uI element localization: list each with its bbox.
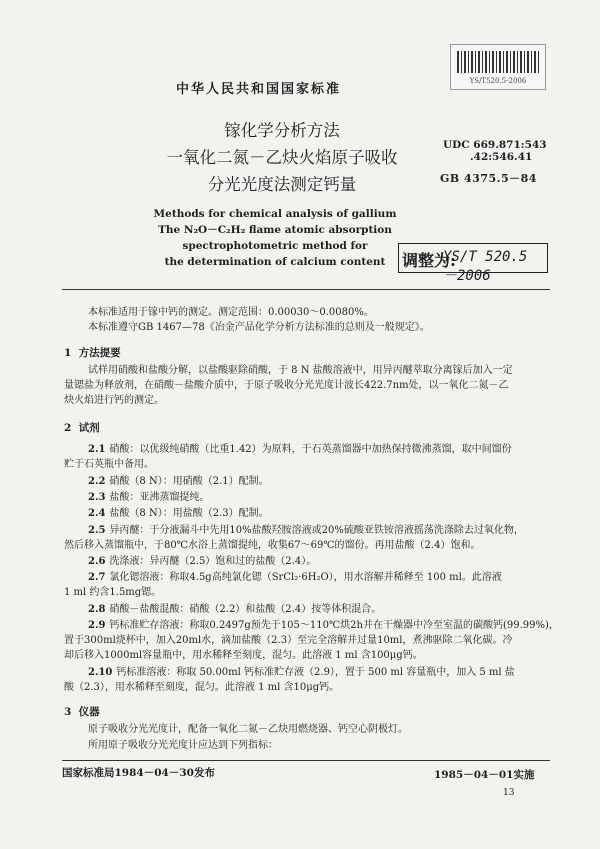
top-divider: [62, 289, 550, 290]
instrument-line-2: 所用原子吸收分光光度计应达到下列指标：: [88, 740, 278, 751]
section-3-title: 仪器: [78, 706, 100, 718]
reagent-2-1-line-1: [88, 443, 512, 456]
reagent-2-3: [88, 491, 209, 504]
title-en-line-4: the determination of calcium content: [164, 256, 386, 268]
method-line-3: 炔火焰进行钙的测定。: [64, 395, 164, 406]
reagent-2-9-line-2: 置于300ml烧杯中，加入20ml水，滴加盐酸（2.3）至完全溶解并过量10ml，煮沸驱除二氧化碳。冷: [64, 635, 513, 646]
reagent-text: 盐酸（8 N）：用盐酸（2.3）配制。: [109, 508, 269, 519]
section-1-number: 1: [64, 347, 72, 359]
national-standard-header: 中华人民共和国国家标准: [176, 82, 342, 97]
title-en-line-3: spectrophotometric method for: [182, 240, 368, 252]
reagent-2-2: [88, 475, 269, 488]
reagent-2-7-line-1: [88, 571, 502, 584]
adjustment-handwritten: YS/T 520.5 －2006: [443, 249, 528, 284]
gb-number: GB 4375.5－84: [440, 172, 537, 185]
reagent-text: 盐酸：亚沸蒸馏提纯。: [109, 492, 210, 503]
method-line-2: 量锶盐为释放剂，在硝酸－盐酸介质中，于原子吸收分光光度计波长422.7nm处，以一氧化二氮－乙: [64, 380, 509, 391]
reagent-num: 2.5: [88, 525, 106, 536]
title-en-line-1: Methods for chemical analysis of gallium: [153, 208, 397, 220]
section-1-title: 方法提要: [78, 347, 121, 359]
reagent-text: 异丙醚：于分液漏斗中先用10%盐酸羟胺溶液或20%硫酸亚铁铵溶液摇荡洗涤除去过氧化物，: [109, 525, 524, 536]
reagent-num: 2.1: [88, 444, 106, 455]
reagent-2-5-line-2: 然后移入蒸馏瓶中，于80℃水浴上蒸馏提纯，收集67～69℃的馏份。再用盐酸（2.4）饱和。: [64, 540, 481, 551]
adjustment-prefix: 调整为:: [402, 251, 456, 270]
page-number: 13: [503, 788, 515, 798]
section-3-number: 3: [64, 706, 72, 718]
section-2-number: 2: [64, 422, 72, 434]
reagent-text: 硝酸：以优级纯硝酸（比重1.42）为原料，于石英蒸馏器中加热保持微沸蒸馏，取中间馏份: [109, 444, 512, 455]
section-2-heading: [64, 420, 100, 435]
reagent-text: 硝酸－盐酸混酸：硝酸（2.2）和盐酸（2.4）按等体积混合。: [109, 604, 382, 615]
title-cn-line-1: 镓化学分析方法: [224, 121, 340, 140]
method-line-1: 试样用硝酸和盐酸分解，以盐酸驱除硝酸，于 8 N 盐酸溶液中，用异丙醚萃取分离镓后加入一定: [88, 365, 513, 376]
udc-line-1: UDC 669.871:543: [443, 139, 547, 151]
reagent-2-5-line-1: [88, 524, 524, 537]
reagent-text: 硝酸（8 N）：用硝酸（2.1）配制。: [109, 476, 269, 487]
section-1-heading: [64, 345, 121, 360]
reagent-text: 氯化锶溶液：称取4.5g高纯氯化锶（SrCl₂·6H₂O），用水溶解并稀释至 100 ml。此溶液: [109, 572, 502, 583]
reagent-2-7-line-2: 1 ml 约含1.5mg锶。: [64, 587, 162, 598]
reagent-text: 钙标准贮存溶液：称取0.2497g预先于105～110℃烘2h并在干燥器中冷至室温的碳酸钙(99.99%)，: [109, 620, 559, 631]
reagent-2-1-line-2: 贮于石英瓶中备用。: [64, 459, 154, 470]
effective-date: 1985－04－01实施: [434, 769, 535, 781]
reagent-num: 2.10: [88, 667, 113, 678]
reagent-num: 2.7: [88, 572, 106, 583]
stamp-code: YS/T520.5-2006: [469, 77, 527, 85]
reagent-2-10-line-2: 酸（2.3），用水稀释至刻度，混匀。此溶液 1 ml 含10μg钙。: [64, 682, 340, 693]
reagent-num: 2.2: [88, 476, 106, 487]
reagent-num: 2.3: [88, 492, 106, 503]
barcode-icon: [457, 51, 539, 73]
reagent-2-4: [88, 507, 269, 520]
reagent-2-9-line-1: [88, 619, 559, 632]
udc-line-2: .42:546.41: [470, 151, 533, 163]
reagent-2-10-line-1: [88, 666, 515, 679]
title-cn-line-3: 分光光度法测定钙量: [207, 175, 357, 194]
reagent-num: 2.8: [88, 604, 106, 615]
reagent-2-8: [88, 603, 381, 616]
reagent-2-6: [88, 555, 316, 568]
section-3-heading: [64, 704, 100, 719]
instrument-line-1: 原子吸收分光光度计，配备一氧化二氮－乙炔用燃烧器、钙空心阴极灯。: [88, 724, 408, 735]
reagent-2-9-line-3: 却后移入1000ml容量瓶中，用水稀释至刻度，混匀。此溶液 1 ml 含100μg钙。: [64, 650, 423, 661]
intro-line-2: 本标准遵守GB 1467—78《冶金产品化学分析方法标准的总则及一般规定》。: [88, 322, 430, 333]
adjustment-note: [398, 243, 548, 284]
intro-line-1: 本标准适用于镓中钙的测定。测定范围：0.00030～0.0080%。: [88, 307, 374, 318]
bottom-divider: [62, 760, 550, 761]
issue-date: 国家标准局1984－04－30发布: [62, 767, 215, 779]
title-cn-line-2: 一氧化二氮－乙炔火焰原子吸收: [166, 148, 398, 167]
reagent-text: 钙标准溶液：称取 50.00ml 钙标准贮存液（2.9），置于 500 ml 容量瓶中，加入 5 ml 盐: [116, 667, 515, 678]
reagent-text: 洗涤液：异丙醚（2.5）饱和过的盐酸（2.4）。: [109, 556, 317, 567]
reagent-num: 2.9: [88, 620, 106, 631]
reagent-num: 2.4: [88, 508, 106, 519]
barcode-stamp: [450, 44, 546, 90]
reagent-num: 2.6: [88, 556, 106, 567]
section-2-title: 试剂: [78, 422, 100, 434]
title-en-line-2: The N₂O－C₂H₂ flame atomic absorption: [158, 224, 392, 236]
